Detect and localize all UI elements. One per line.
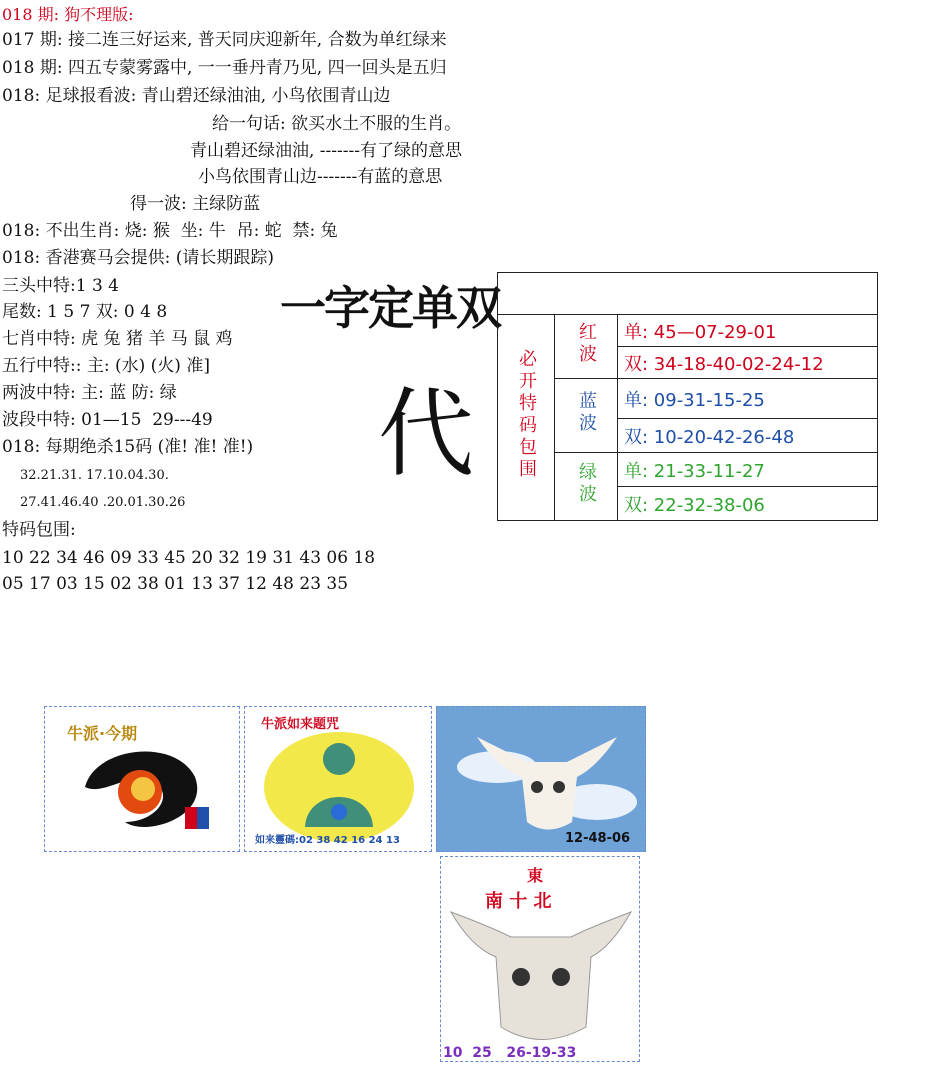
text-line: 018: 足球报看波: 青山碧还绿油油, 小鸟依围青山边 [2, 86, 391, 106]
side-label: 必开特码包围 [516, 349, 537, 481]
image-2-title: 牛派如来题咒 [261, 717, 340, 732]
wave-label: 绿波 [576, 462, 597, 506]
text-line: 青山碧还绿油油, -------有了绿的意思 [190, 141, 463, 161]
wave-label: 红波 [576, 322, 597, 366]
table-header [498, 273, 878, 315]
image-1-title: 牛派·今期 [67, 724, 138, 743]
shuang-cell: 双: 10-20-42-26-48 [618, 419, 878, 453]
side-label-cell [498, 315, 555, 521]
dan-cell: 单: 45—07-29-01 [618, 315, 878, 347]
compass-south-north: 南 十 北 [485, 891, 552, 912]
text-line: 给一句话: 欲买水土不服的生肖。 [212, 114, 462, 134]
number-row: 05 17 03 15 02 38 01 13 37 12 48 23 35 [2, 574, 349, 594]
text-line: 七肖中特: 虎 兔 猪 羊 马 鼠 鸡 [2, 329, 233, 349]
text-line: 特码包围: [2, 520, 76, 540]
text-line: 018: 香港赛马会提供: (请长期跟踪) [2, 248, 274, 268]
text-line: 018: 不出生肖: 烧: 猴 坐: 牛 吊: 蛇 禁: 兔 [2, 221, 338, 241]
cow-skull-graphic [441, 857, 641, 1063]
big-title: 一字定单双 [280, 281, 500, 335]
image-buddha [244, 706, 432, 852]
text-line: 小鸟依围青山边-------有蓝的意思 [198, 167, 443, 187]
wave-cell [555, 315, 618, 379]
flame-swirl-graphic [45, 707, 241, 853]
text-line: 尾数: 1 5 7 双: 0 4 8 [2, 302, 168, 322]
text-line: 27.41.46.40 .20.01.30.26 [20, 495, 186, 510]
text-line: 三头中特:1 3 4 [2, 276, 119, 296]
number-row: 10 22 34 46 09 33 45 20 32 19 31 43 06 18 [2, 548, 376, 568]
compass-east: 東 [527, 866, 544, 885]
text-line: 两波中特: 主: 蓝 防: 绿 [2, 383, 177, 403]
image-skull-sky [436, 706, 646, 852]
dan-cell: 单: 09-31-15-25 [618, 379, 878, 419]
dai-character: 代 [378, 378, 474, 490]
wave-table [497, 272, 878, 521]
wave-label: 蓝波 [576, 391, 597, 435]
image-skull-compass [440, 856, 640, 1062]
text-line: 018 期: 四五专蒙雾露中, 一一垂丹青乃见, 四一回头是五归 [2, 58, 447, 78]
text-line: 五行中特:: 主: (水) (火) 准] [2, 356, 210, 376]
image-2-numbers: 如来靈碼:02 38 42 16 24 13 [255, 835, 400, 846]
image-3-numbers: 12-48-06 [565, 831, 631, 846]
text-line: 得一波: 主绿防蓝 [130, 194, 261, 214]
image-niupai [44, 706, 240, 852]
issue-header: 018 期: 狗不理版: [2, 5, 134, 24]
wave-cell [555, 379, 618, 453]
text-line: 018: 每期绝杀15码 (准! 准! 准!) [2, 437, 254, 457]
dan-cell: 单: 21-33-11-27 [618, 453, 878, 487]
shuang-cell: 双: 22-32-38-06 [618, 487, 878, 521]
shuang-cell: 双: 34-18-40-02-24-12 [618, 347, 878, 379]
wave-cell [555, 453, 618, 521]
text-line: 波段中特: 01—15 29---49 [2, 410, 213, 430]
image-4-numbers: 10 25 26-19-33 [443, 1045, 577, 1061]
text-line: 32.21.31. 17.10.04.30. [20, 468, 169, 483]
text-line: 017 期: 接二连三好运来, 普天同庆迎新年, 合数为单红绿来 [2, 30, 447, 50]
